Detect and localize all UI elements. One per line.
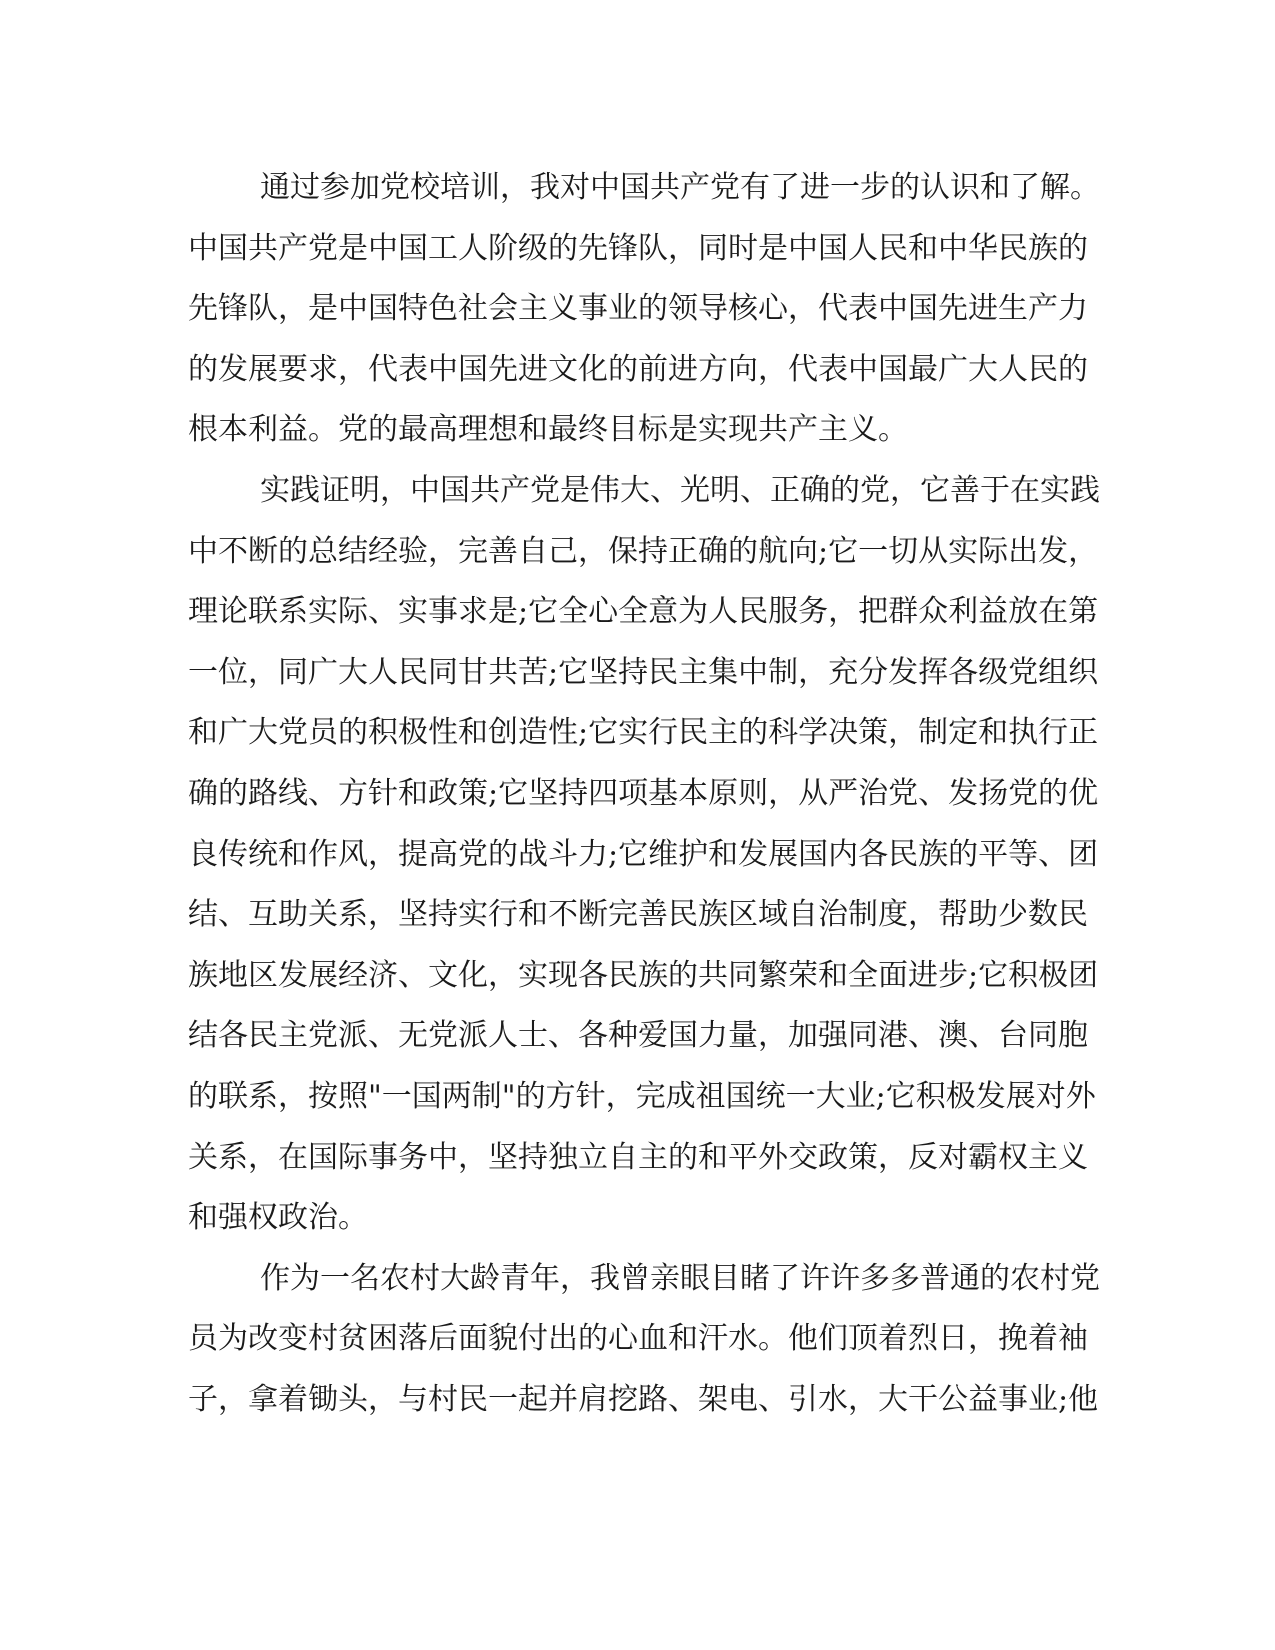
document-body: [188, 158, 1100, 1430]
paragraph-3: [188, 1249, 1100, 1431]
paragraph-line: 确的路线、方针和政策;它坚持四项基本原则，从严治党、发扬党的优: [188, 775, 1099, 811]
paragraph-line: 的发展要求，代表中国先进文化的前进方向，代表中国最广大人民的: [188, 351, 1088, 387]
paragraph-line: 子，拿着锄头，与村民一起并肩挖路、架电、引水，大干公益事业;他: [188, 1381, 1099, 1417]
paragraph-line: 通过参加党校培训，我对中国共产党有了进一步的认识和了解。: [260, 170, 1100, 205]
paragraph-line: 一位，同广大人民同甘共苦;它坚持民主集中制，充分发挥各级党组织: [188, 654, 1099, 690]
paragraph-line: 和广大党员的积极性和创造性;它实行民主的科学决策，制定和执行正: [188, 715, 1099, 751]
paragraph-line: 的联系，按照"一国两制"的方针，完成祖国统一大业;它积极发展对外: [188, 1078, 1096, 1114]
paragraph-line: 根本利益。党的最高理想和最终目标是实现共产主义。: [188, 412, 908, 448]
paragraph-line: 员为改变村贫困落后面貌付出的心血和汗水。他们顶着烈日，挽着袖: [188, 1321, 1088, 1357]
paragraph-line: 结各民主党派、无党派人士、各种爱国力量，加强同港、澳、台同胞: [188, 1018, 1088, 1054]
paragraph-line: 良传统和作风，提高党的战斗力;它维护和发展国内各民族的平等、团: [188, 836, 1099, 872]
paragraph-2: [188, 461, 1100, 1249]
paragraph-line: 中不断的总结经验，完善自己，保持正确的航向;它一切从实际出发，: [188, 533, 1099, 569]
paragraph-line: 和强权政治。: [188, 1200, 368, 1236]
paragraph-1: [188, 158, 1100, 461]
paragraph-line: 作为一名农村大龄青年，我曾亲眼目睹了许许多多普通的农村党: [260, 1260, 1100, 1296]
paragraph-line: 实践证明，中国共产党是伟大、光明、正确的党，它善于在实践: [260, 472, 1100, 508]
paragraph-line: 理论联系实际、实事求是;它全心全意为人民服务，把群众利益放在第: [188, 594, 1099, 630]
paragraph-line: 中国共产党是中国工人阶级的先锋队，同时是中国人民和中华民族的: [188, 230, 1088, 266]
paragraph-line: 结、互助关系，坚持实行和不断完善民族区域自治制度，帮助少数民: [188, 897, 1088, 933]
paragraph-line: 族地区发展经济、文化，实现各民族的共同繁荣和全面进步;它积极团: [188, 957, 1099, 993]
paragraph-line: 先锋队，是中国特色社会主义事业的领导核心，代表中国先进生产力: [188, 291, 1088, 327]
paragraph-line: 关系，在国际事务中，坚持独立自主的和平外交政策，反对霸权主义: [188, 1139, 1088, 1175]
